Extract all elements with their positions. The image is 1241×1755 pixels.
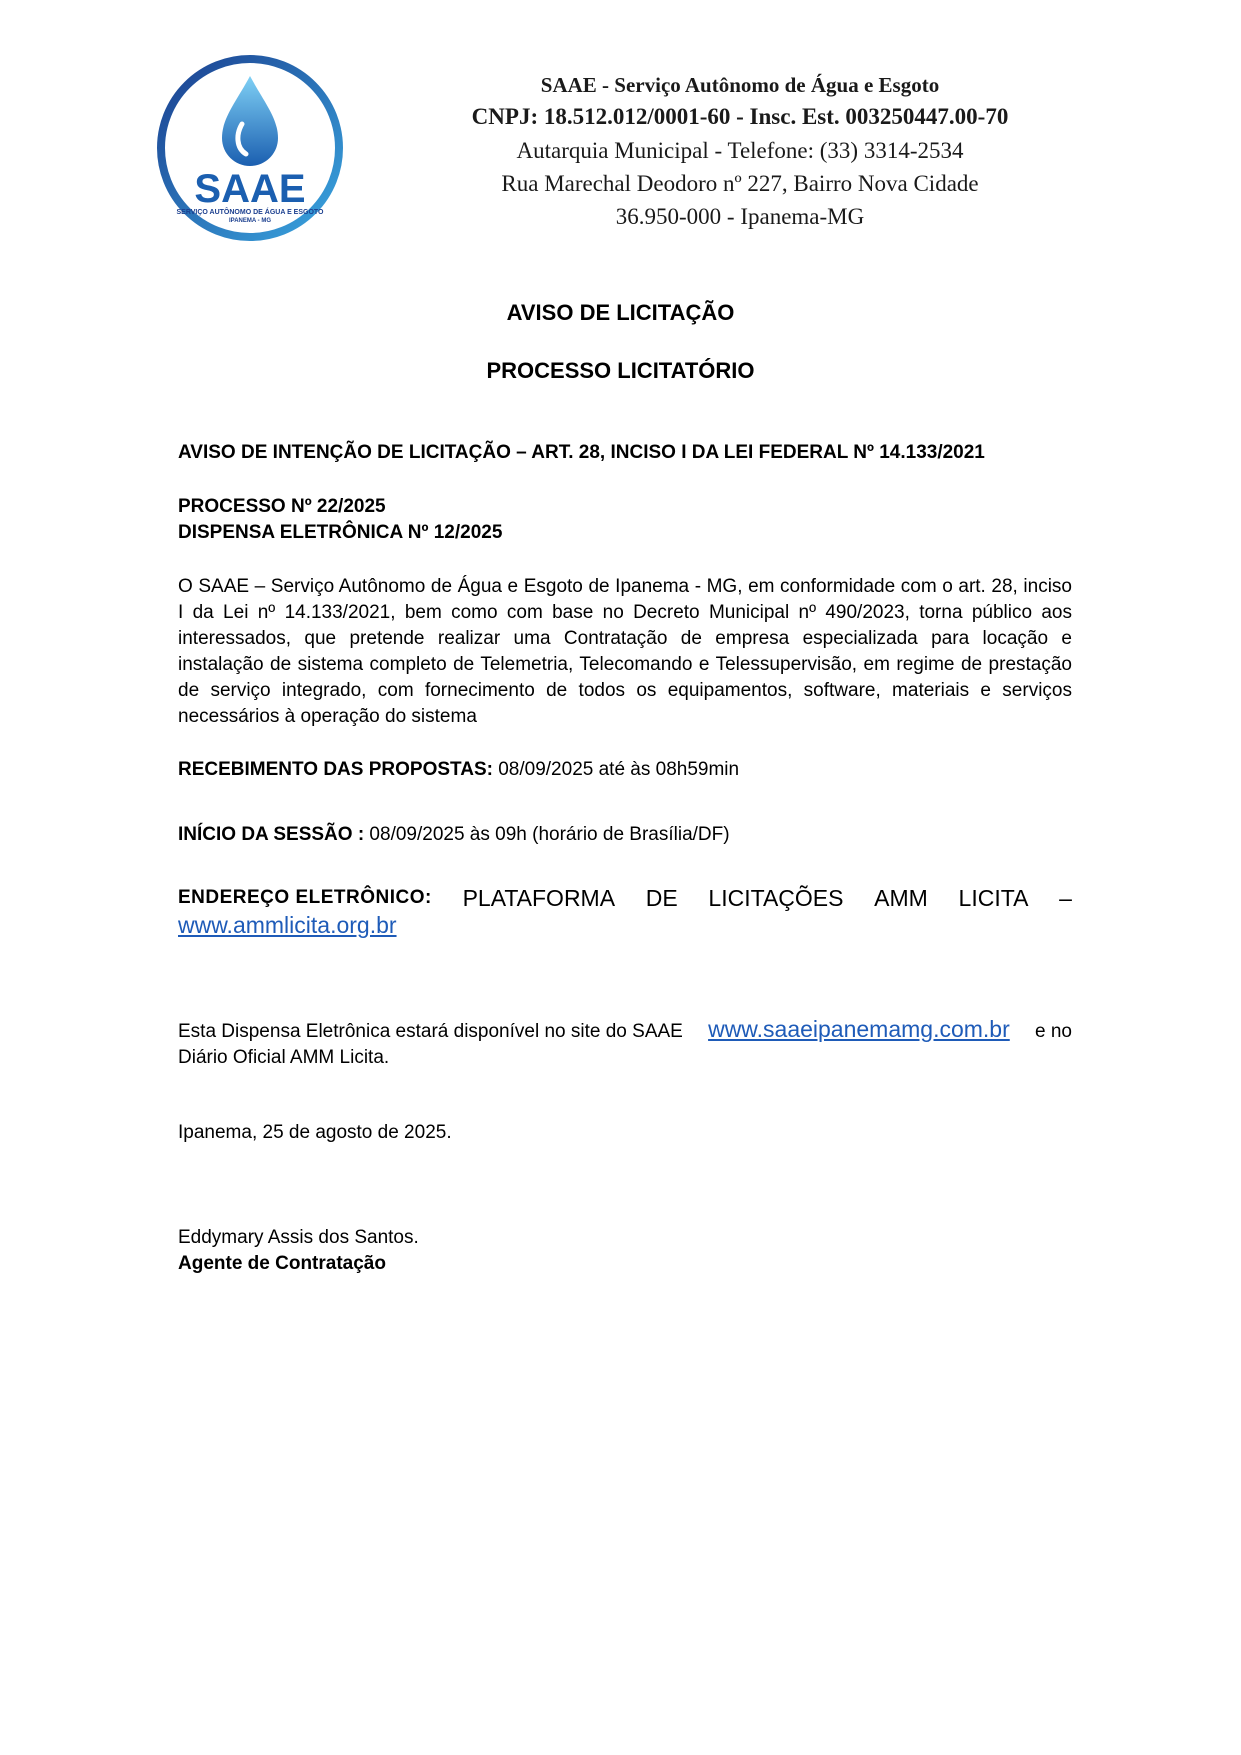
endereco-block [178, 884, 1072, 941]
org-name: SAAE - Serviço Autônomo de Água e Esgoto [540, 73, 940, 97]
recebimento-line [178, 757, 1072, 783]
endereco-word: AMM [874, 885, 928, 911]
logo-subtext-city: IPANEMA - MG [229, 218, 271, 224]
main-paragraph: O SAAE – Serviço Autônomo de Água e Esgoto de Ipanema - MG, em conformidade com o art. 28, inciso I da Lei nº 14.133/2021, bem como com base no Decreto Municipal nº 490/2023, torna público aos interessados, que pretende realizar uma Contratação de empresa especializada para locação e instalação de sistema completo de Telemetria, Telecomando e Telessupervisão, em regime de prestação de serviço integrado, com fornecimento de todos os equipamentos, software, materiais e serviços necessários à operação do sistema [178, 576, 1072, 727]
phone-line: Autarquia Municipal - Telefone: (33) 3314-2534 [516, 138, 964, 163]
signer-name: Eddymary Assis dos Santos. [178, 1227, 419, 1248]
endereco-word: PLATAFORMA [462, 885, 616, 911]
endereco-word: DE [645, 885, 678, 911]
inicio-value: 08/09/2025 às 09h (horário de Brasília/DF) [364, 824, 730, 845]
signer-role: Agente de Contratação [178, 1253, 386, 1274]
diario-text: Diário Oficial AMM Licita. [178, 1047, 390, 1068]
ammlicita-link[interactable]: www.ammlicita.org.br [178, 912, 397, 938]
recebimento-value: 08/09/2025 até às 08h59min [492, 759, 740, 780]
address-line: Rua Marechal Deodoro nº 227, Bairro Nova Cidade [501, 171, 979, 196]
date-line: Ipanema, 25 de agosto de 2025. [178, 1122, 452, 1143]
e-no-text: e no [1035, 1021, 1072, 1042]
saae-site-link[interactable]: www.saaeipanemamg.com.br [708, 1016, 1010, 1042]
endereco-word: LICITA [958, 885, 1029, 911]
inicio-label: INÍCIO DA SESSÃO : [178, 824, 365, 845]
endereco-word: LICITAÇÕES [708, 885, 844, 911]
dispensa-number: DISPENSA ELETRÔNICA Nº 12/2025 [178, 522, 503, 543]
endereco-word: – [1059, 885, 1072, 911]
endereco-label: ENDEREÇO ELETRÔNICO: [178, 887, 432, 908]
intencao-heading: AVISO DE INTENÇÃO DE LICITAÇÃO – ART. 28, INCISO I DA LEI FEDERAL Nº 14.133/2021 [178, 442, 985, 463]
city-line: 36.950-000 - Ipanema-MG [615, 204, 865, 229]
letterhead [420, 70, 1060, 233]
disponivel-text: Esta Dispensa Eletrônica estará disponível no site do SAAE [178, 1021, 683, 1042]
aviso-title: AVISO DE LICITAÇÃO [506, 300, 735, 325]
saae-logo [156, 54, 344, 242]
processo-title: PROCESSO LICITATÓRIO [486, 358, 755, 383]
processo-number: PROCESSO Nº 22/2025 [178, 496, 386, 517]
disponivel-block [178, 1016, 1072, 1071]
logo-text: SAAE [194, 167, 306, 211]
cnpj-line: CNPJ: 18.512.012/0001-60 - Insc. Est. 003250447.00-70 [471, 104, 1009, 129]
inicio-line [178, 822, 1072, 848]
logo-subtext: SERVIÇO AUTÔNOMO DE ÁGUA E ESGOTO [176, 209, 324, 216]
recebimento-label: RECEBIMENTO DAS PROPOSTAS: [178, 759, 493, 780]
